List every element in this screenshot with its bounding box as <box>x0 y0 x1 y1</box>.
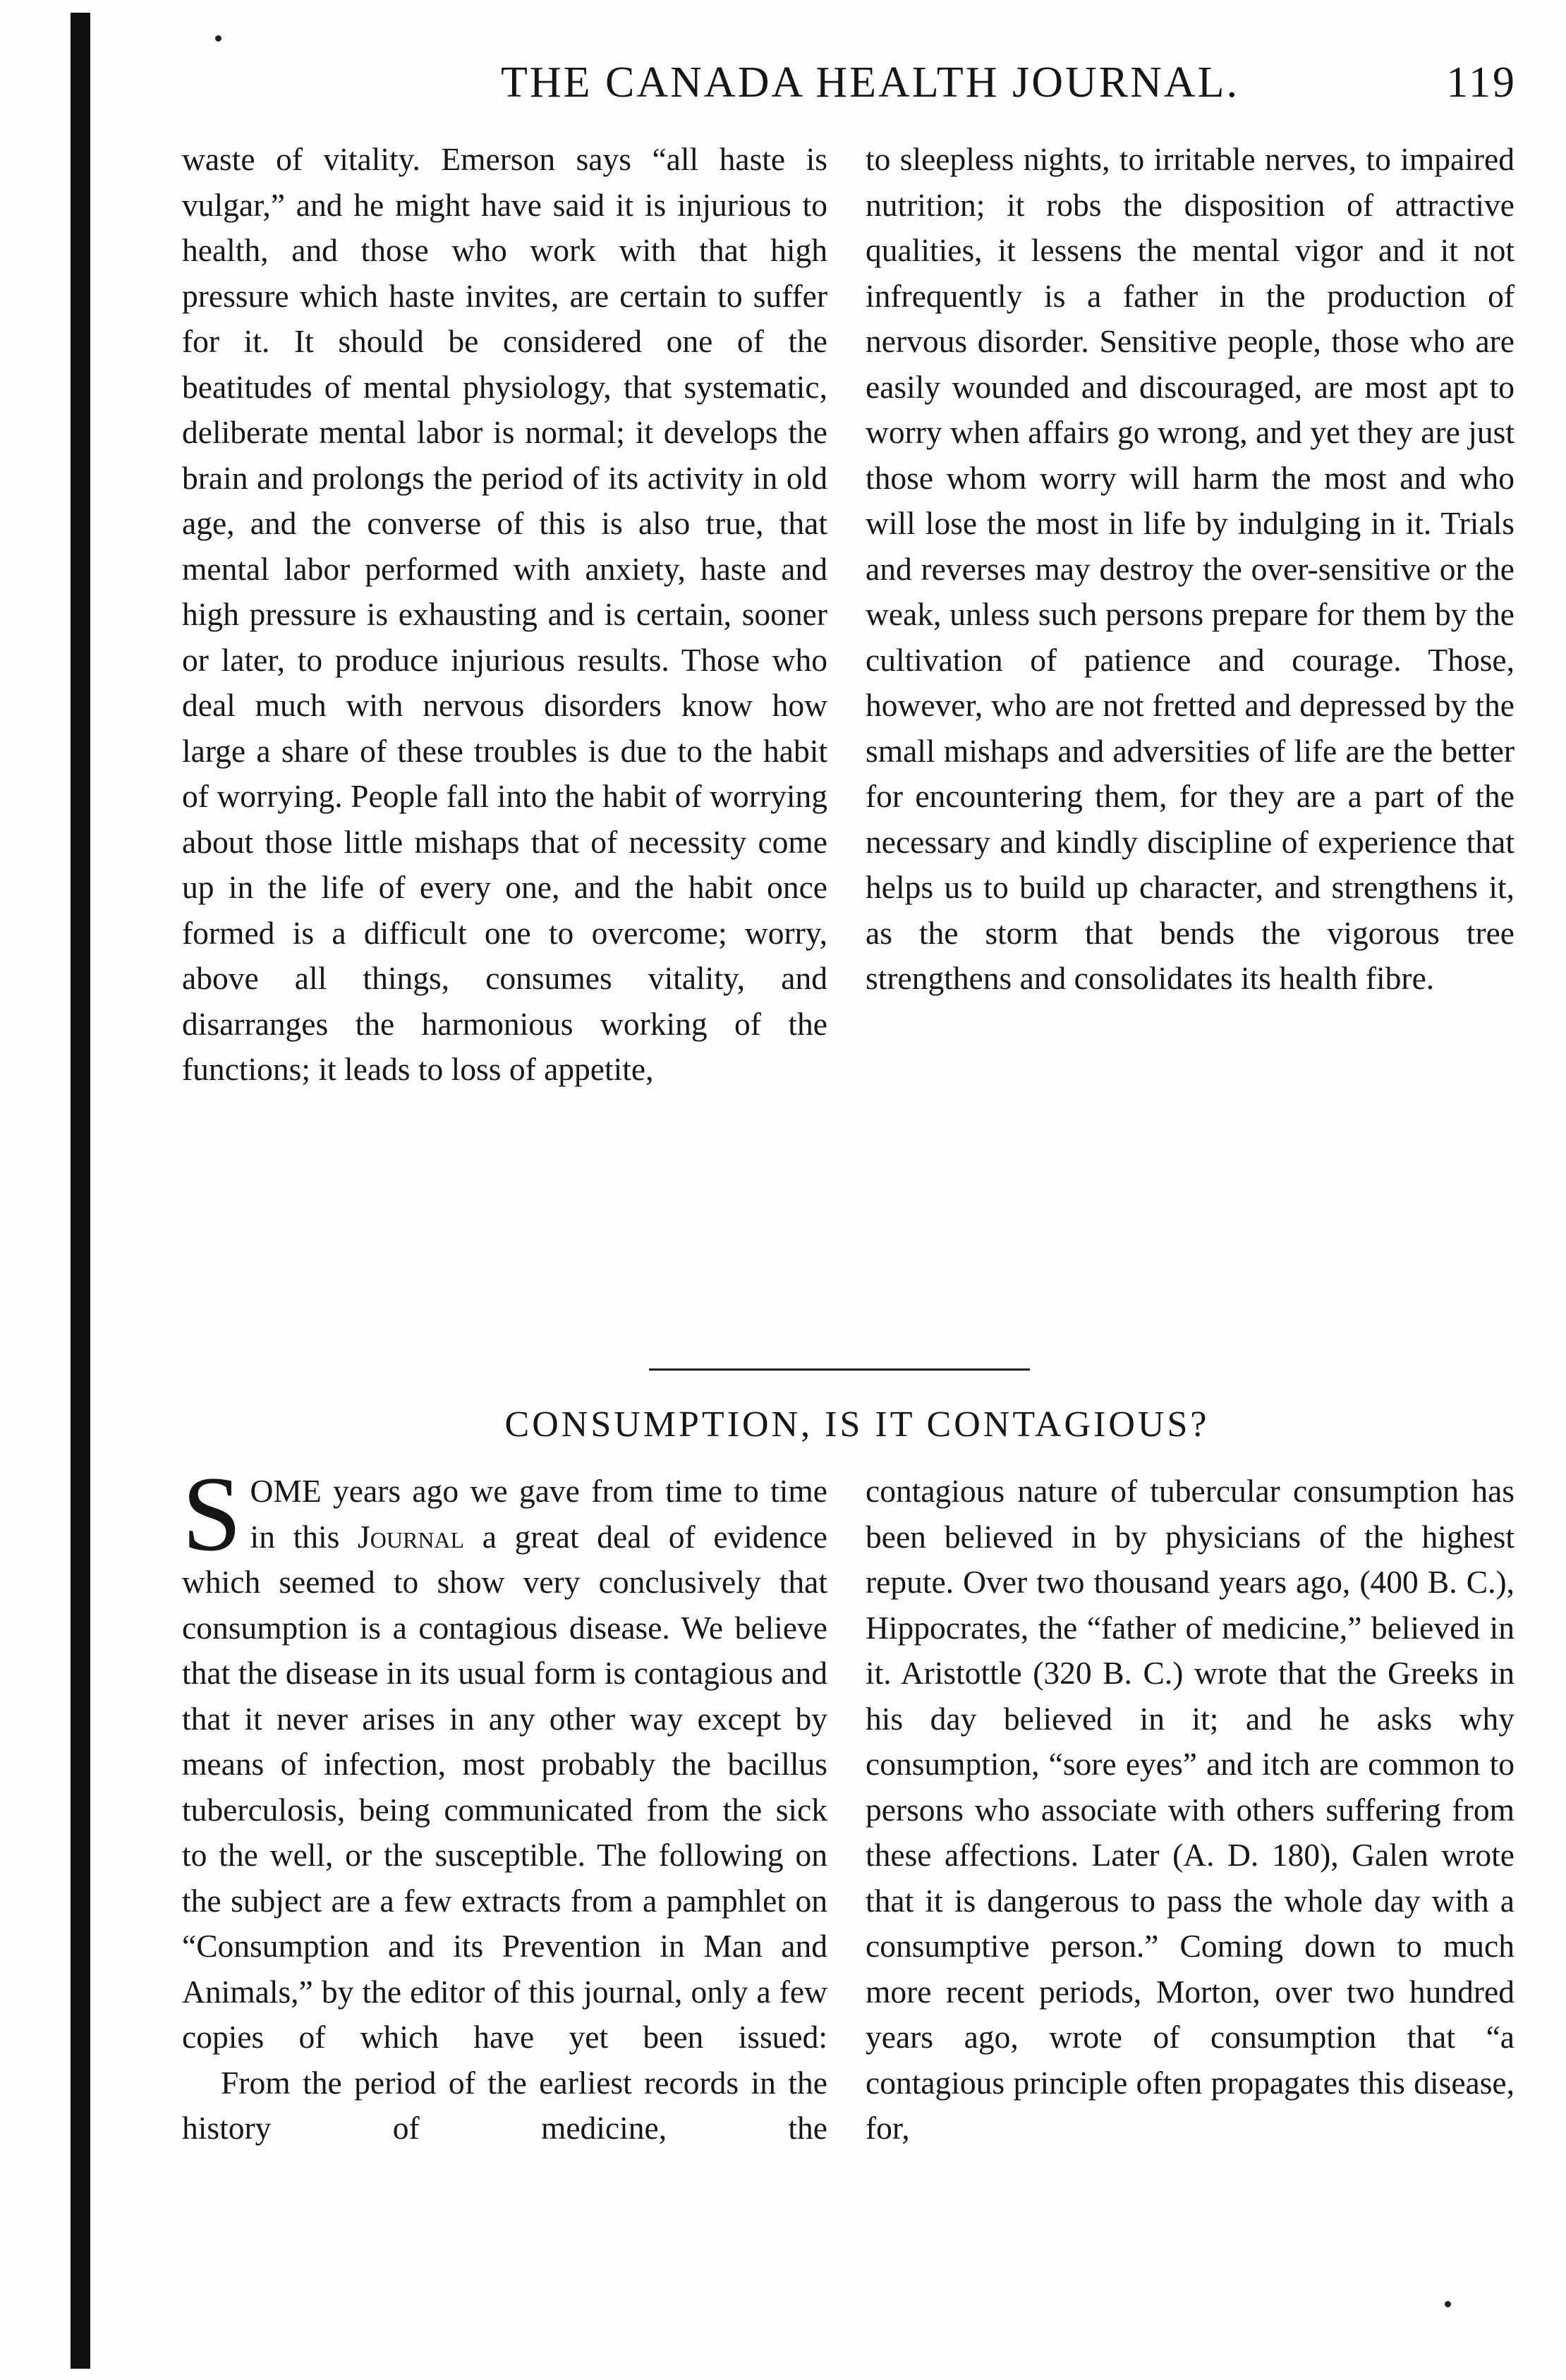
paragraph: contagious nature of tubercular consumption has been believed in by physicians of the highest repute. Over two thousand years ago, (400 B. C.), Hippocrates, the “father of medicine,” believed in it. Aristottle (320 B. C.) wrote that the Greeks in his day believed in it; and he asks why consumption, “sore eyes” and itch are common to persons who associate with others suffering from these affections. Later (A. D. 180), Galen wrote that it is dangerous to pass the whole day with a consumptive person.” Coming down to much more recent periods, Morton, over two hundred years ago, wrote of consumption that “a contagious principle often propagates this disease, for, <box>866 1473 1515 2146</box>
drop-cap: S <box>182 1455 242 1573</box>
article-one-left-column <box>182 137 827 1093</box>
running-header <box>466 58 1524 121</box>
article-title: CONSUMPTION, IS IT CONTAGIOUS? <box>504 1404 1210 1445</box>
paragraph <box>182 1455 827 2060</box>
journal-word: Journal <box>358 1518 465 1555</box>
article-two-right-column <box>866 1469 1515 2151</box>
section-divider <box>649 1368 1030 1371</box>
paragraph: to sleepless nights, to irritable nerves, to impaired nutrition; it robs the disposition of attractive qualities, it lessens the mental vigor and it not infrequently is a father in the production of nervous disorder. Sensitive people, those who are easily wounded and discouraged, are most apt to worry when affairs go wrong, and yet they are just those whom worry will harm the most and who will lose the most in life by indulging in it. Trials and reverses may destroy the over-sensitive or the weak, unless such persons prepare for them by the cultivation of patience and courage. Those, however, who are not fretted and depressed by the small mishaps and adversities of life are the better for encountering them, for they are a part of the necessary and kindly discipline of experience that helps us to build up character, and strengthens it, as the storm that bends the vigorous tree strengthens and consolidates its health fibre. <box>866 141 1515 996</box>
journal-title: THE CANADA HEALTH JOURNAL. <box>501 59 1240 107</box>
paragraph-opening: OME years ago we gave from time to time in this <box>250 1473 827 1555</box>
page-number: 119 <box>1446 59 1517 107</box>
paragraph-text: a great deal of evidence which seemed to show very conclusively that consumption is a contagious disease. We believe that the disease in its usual form is contagious and that it never arises in any other way except by means of infection, most probably the bacillus tuberculosis, being communicated from the sick to the well, or the susceptible. The following on the subject are a few extracts from a pamphlet on “Consumption and its Prevention in Man and Animals,” by the editor of this journal, only a few copies of which have yet been issued: <box>182 1518 827 2055</box>
article-one-right-column <box>866 137 1515 1002</box>
article-two-left-column <box>182 1455 827 2151</box>
paragraph: waste of vitality. Emerson says “all haste is vulgar,” and he might have said it is injurious to health, and those who work with that high pressure which haste invites, are certain to suffer for it. It should be considered one of the beatitudes of mental physiology, that systematic, deliberate mental labor is normal; it develops the brain and prolongs the period of its activity in old age, and the converse of this is also true, that mental labor performed with anxiety, haste and high pressure is exhausting and is certain, sooner or later, to produce injurious results. Those who deal much with nervous disorders know how large a share of these troubles is due to the habit of worrying. People fall into the habit of worrying about those little mishaps that of necessity come up in the life of every one, and the habit once formed is a difficult one to overcome; worry, above all things, consumes vitality, and disarranges the harmonious working of the functions; it leads to loss of appetite, <box>182 141 827 1087</box>
paragraph: From the period of the earliest records in the history of medicine, the <box>182 2064 827 2146</box>
page-binding-edge <box>71 13 90 2369</box>
ink-speck <box>1445 2301 1451 2307</box>
ink-speck <box>215 35 221 42</box>
